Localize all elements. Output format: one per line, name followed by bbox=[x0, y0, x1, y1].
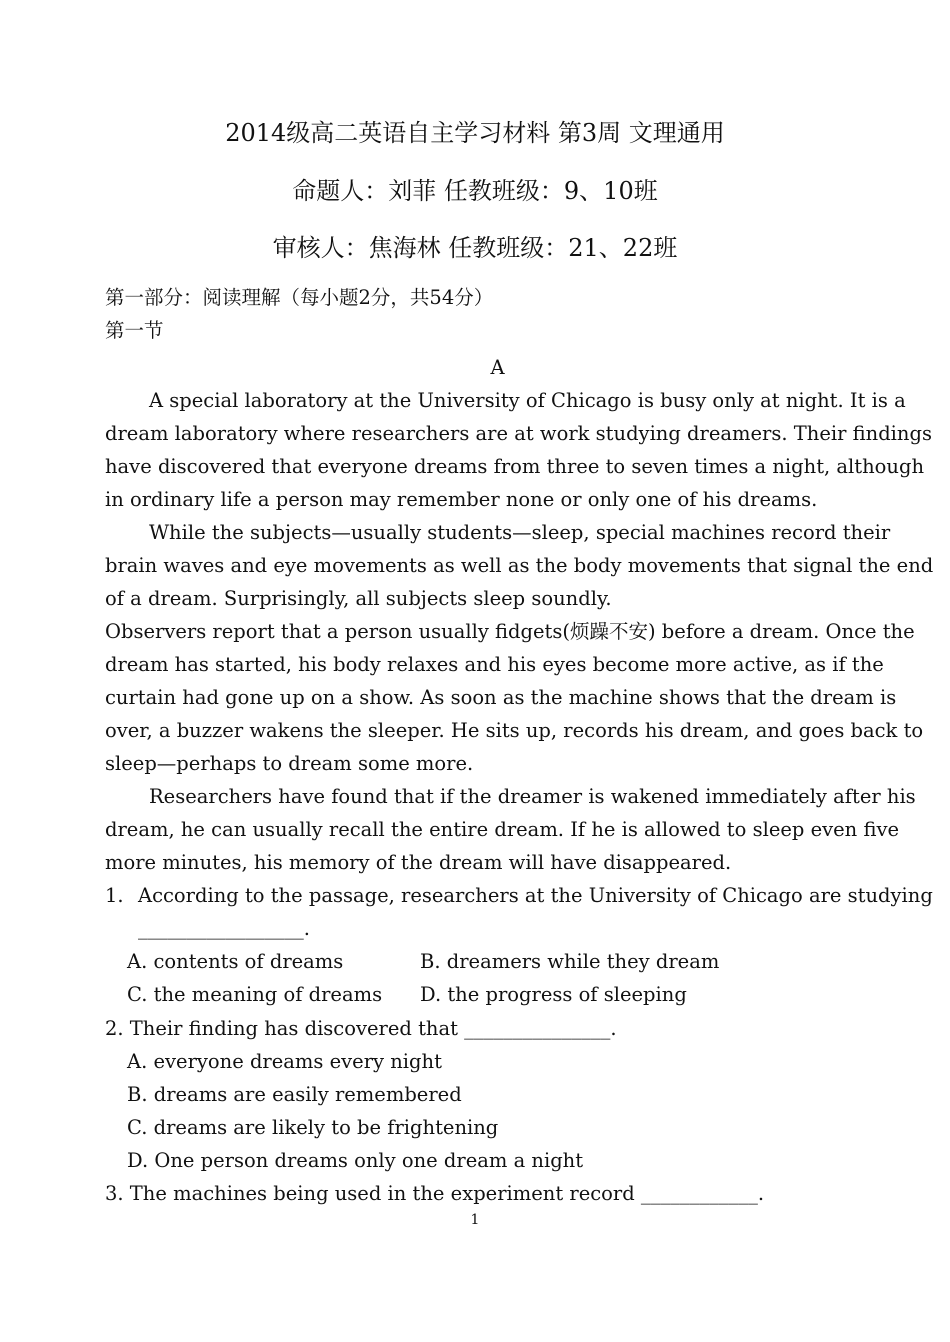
passage-label: A bbox=[490, 356, 505, 379]
part-heading: 第一部分：阅读理解（每小题2分，共54分） bbox=[105, 286, 494, 309]
passage-line: brain waves and eye movements as well as the body movements that signal the end bbox=[105, 554, 934, 577]
question-2-option-c: C. dreams are likely to be frightening bbox=[127, 1116, 499, 1139]
question-1-option-b: B. dreamers while they dream bbox=[420, 950, 720, 973]
passage-line: dream has started, his body relaxes and his eyes become more active, as if the bbox=[105, 653, 884, 676]
reviewer-line: 审核人：焦海林 任教班级：21、22班 bbox=[272, 234, 678, 262]
passage-line: in ordinary life a person may remember none or only one of his dreams. bbox=[105, 488, 818, 511]
passage-line: over, a buzzer wakens the sleeper. He sits up, records his dream, and goes back to bbox=[105, 719, 924, 742]
question-2-option-b: B. dreams are easily remembered bbox=[127, 1083, 462, 1106]
passage-line: more minutes, his memory of the dream will have disappeared. bbox=[105, 851, 732, 874]
passage-line: sleep—perhaps to dream some more. bbox=[105, 752, 474, 775]
document-title: 2014级高二英语自主学习材料 第3周 文理通用 bbox=[225, 119, 725, 147]
passage-line: A special laboratory at the University of Chicago is busy only at night. It is a bbox=[149, 389, 906, 412]
subsection-heading: 第一节 bbox=[105, 319, 164, 342]
question-1-option-c: C. the meaning of dreams bbox=[127, 983, 383, 1006]
passage-line: of a dream. Surprisingly, all subjects sleep soundly. bbox=[105, 587, 612, 610]
question-3-stem: 3. The machines being used in the experiment record ____________. bbox=[105, 1182, 765, 1205]
question-2-option-d: D. One person dreams only one dream a night bbox=[127, 1149, 584, 1172]
passage-line: have discovered that everyone dreams from three to seven times a night, although bbox=[105, 455, 925, 478]
question-2-stem: 2. Their finding has discovered that _______________. bbox=[105, 1017, 617, 1040]
passage-line: While the subjects—usually students—sleep, special machines record their bbox=[149, 521, 891, 544]
author-line: 命题人：刘菲 任教班级：9、10班 bbox=[292, 177, 658, 205]
passage-line: Observers report that a person usually fidgets(烦躁不安) before a dream. Once the bbox=[105, 620, 915, 643]
question-2-option-a: A. everyone dreams every night bbox=[127, 1050, 442, 1073]
page-number: 1 bbox=[470, 1212, 480, 1228]
passage-line: dream laboratory where researchers are at work studying dreamers. Their findings bbox=[105, 422, 932, 445]
question-1-option-d: D. the progress of sleeping bbox=[420, 983, 687, 1006]
question-1-blank: _________________. bbox=[138, 917, 310, 940]
passage-line: Researchers have found that if the dreamer is wakened immediately after his bbox=[149, 785, 916, 808]
question-1-option-a: A. contents of dreams bbox=[127, 950, 344, 973]
question-1-stem: According to the passage, researchers at the University of Chicago are studying bbox=[138, 884, 933, 907]
passage-line: dream, he can usually recall the entire dream. If he is allowed to sleep even five bbox=[105, 818, 900, 841]
question-1-number: 1. bbox=[105, 884, 124, 907]
passage-line: curtain had gone up on a show. As soon as the machine shows that the dream is bbox=[105, 686, 897, 709]
